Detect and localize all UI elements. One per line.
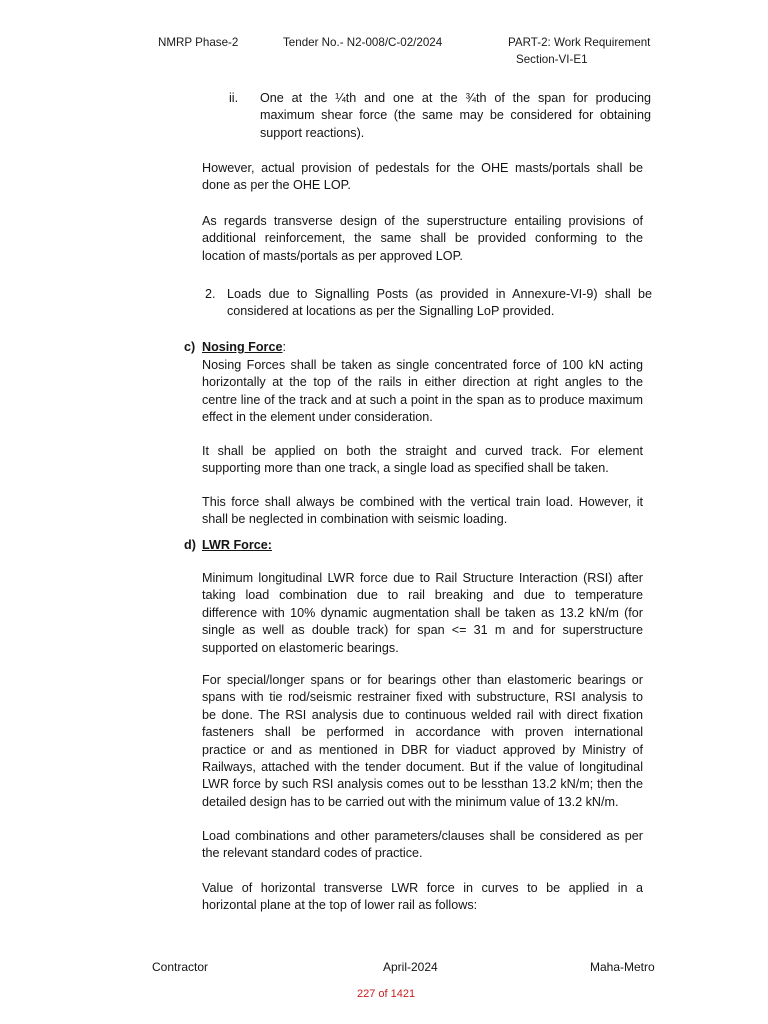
section-d-marker: d) (184, 538, 196, 552)
text-line: considered at locations as per the Signalling LoP provided. (227, 304, 555, 319)
text-line: practice or and as mentioned in DBR for viaduct approved by Ministry of (202, 742, 643, 757)
nosing-force-paragraph-2 (202, 443, 643, 478)
pedestals-paragraph (202, 160, 643, 195)
text-line: detailed design has to be carried out with the minimum value of 13.2 kN/m. (202, 794, 619, 809)
text-line: single as well as double track) for span <= 31 m and for superstructure (202, 623, 643, 638)
text-line: Loads due to Signalling Posts (as provided in Annexure-VI-9) shall be (227, 287, 652, 301)
text-line: LWR force by such RSI analysis comes out to be lessthan 13.2 kN/m; then the (202, 777, 643, 792)
text-line: support reactions). (260, 125, 365, 140)
text-line: spans with tie rod/seismic restrainer fixed with substructure, RSI analysis to (202, 690, 643, 705)
section-d-heading (184, 537, 196, 554)
footer-contractor: Contractor (152, 960, 209, 974)
section-c-title (202, 339, 286, 356)
text-line: One at the ¼th and one at the ¾th of the span for producing (260, 91, 651, 105)
footer-client: Maha-Metro (590, 960, 655, 974)
text-line: As regards transverse design of the superstructure entailing provisions of (202, 214, 643, 228)
lwr-force-paragraph-1 (202, 570, 643, 657)
header-project: NMRP Phase-2 (158, 36, 239, 49)
item-2-text (227, 286, 652, 321)
text-line: Load combinations and other parameters/clauses shall be considered as per (202, 829, 643, 843)
footer-date: April-2024 (383, 960, 438, 974)
text-line: effect in the element under consideration. (202, 410, 433, 425)
lwr-force-paragraph-4 (202, 880, 643, 915)
text-line: horizontal plane at the top of lower rail as follows: (202, 898, 478, 913)
header-tender-number: Tender No.- N2-008/C-02/2024 (283, 36, 443, 49)
text-line: maximum shear force (the same may be considered for obtaining (260, 108, 651, 123)
text-line: Value of horizontal transverse LWR force in curves to be applied in a (202, 881, 643, 895)
section-d-title (202, 537, 272, 554)
text-line: Minimum longitudinal LWR force due to Rail Structure Interaction (RSI) after (202, 571, 643, 585)
transverse-design-paragraph (202, 213, 643, 265)
text-line: supporting more than one track, a single load as specified shall be taken. (202, 461, 609, 476)
text-line: done as per the OHE LOP. (202, 178, 351, 193)
lwr-force-paragraph-2 (202, 672, 643, 811)
item-ii-marker: ii. (229, 91, 239, 105)
text-line: This force shall always be combined with the vertical train load. However, it (202, 495, 643, 509)
text-line: the relevant standard codes of practice. (202, 846, 423, 861)
section-c-marker: c) (184, 340, 196, 354)
text-line: centre line of the track and at such a point in the span as to produce maximum (202, 392, 643, 407)
text-line: taking load combination due to rail breaking and due to temperature (202, 588, 643, 603)
text-line: Nosing Forces shall be taken as single concentrated force of 100 kN acting (202, 358, 643, 372)
text-line: It shall be applied on both the straight and curved track. For element (202, 444, 643, 458)
text-line: be done. The RSI analysis due to continuous welded rail with direct fixation (202, 707, 643, 722)
nosing-force-paragraph-1 (202, 357, 643, 427)
text-line: For special/longer spans or for bearings other than elastomeric bearings or (202, 673, 643, 687)
header-part: PART-2: Work Requirement (508, 36, 651, 49)
nosing-force-heading: Nosing Force (202, 340, 283, 354)
text-line: Railways, attached with the tender document. But if the value of longitudinal (202, 759, 643, 774)
text-line: location of masts/portals as per approved LOP. (202, 248, 463, 263)
item-ii-text (260, 90, 651, 142)
text-line: difference with 10% dynamic augmentation shall be taken as 13.2 kN/m (for (202, 605, 643, 620)
section-c-heading (184, 339, 195, 356)
text-line: shall be neglected in combination with seismic loading. (202, 512, 508, 527)
lwr-force-heading: LWR Force: (202, 538, 272, 552)
page-number: 227 of 1421 (357, 988, 416, 1000)
text-line: However, actual provision of pedestals for the OHE masts/portals shall be (202, 161, 643, 175)
text-line: supported on elastomeric bearings. (202, 640, 399, 655)
nosing-force-paragraph-3 (202, 494, 643, 529)
text-line: horizontally at the top of the rails in either direction at right angles to the (202, 375, 643, 390)
text-line: fasteners shall be performed in accordance with proven international (202, 725, 643, 740)
text-line: additional reinforcement, the same shall be provided conforming to the (202, 231, 643, 246)
heading-colon: : (282, 340, 286, 354)
item-2-marker: 2. (205, 287, 216, 301)
header-section: Section-VI-E1 (516, 53, 588, 66)
lwr-force-paragraph-3 (202, 828, 643, 863)
